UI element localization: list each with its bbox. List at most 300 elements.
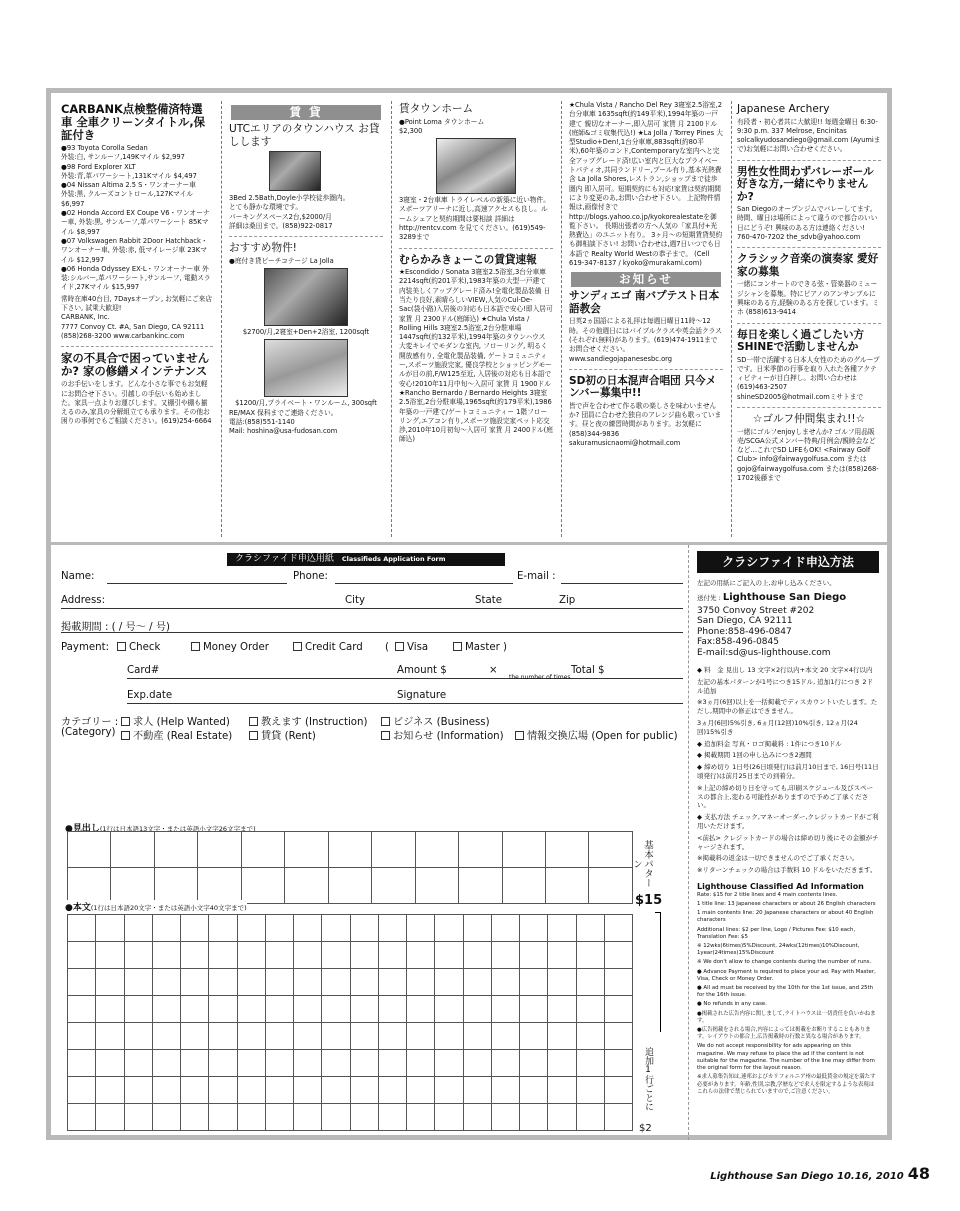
grid-cell[interactable] xyxy=(198,868,241,904)
body-note: (1行は日本語20文字・または英語小文字40文字まで) xyxy=(90,904,247,912)
grid-cell[interactable] xyxy=(265,1050,293,1077)
grid-cell[interactable] xyxy=(68,868,111,904)
townhouse-photo xyxy=(269,151,321,191)
grid-cell[interactable] xyxy=(491,969,519,996)
grid-cell[interactable] xyxy=(152,915,180,942)
grid-cell[interactable] xyxy=(322,996,350,1023)
utc-text-line: パーキングスペース2台,$2000/月 xyxy=(229,212,332,221)
grid-cell[interactable] xyxy=(294,942,322,969)
grid-cell[interactable] xyxy=(415,868,458,904)
grid-cell[interactable] xyxy=(322,1050,350,1077)
grid-cell[interactable] xyxy=(96,996,124,1023)
grid-cell[interactable] xyxy=(152,942,180,969)
grid-cell[interactable] xyxy=(491,996,519,1023)
master-option[interactable] xyxy=(453,642,507,653)
grid-cell[interactable] xyxy=(491,942,519,969)
grid-cell[interactable] xyxy=(181,996,209,1023)
repair-text: のお手伝いをします。どんな小さな事でもお気軽にお問合せ下さい。引越しの手伝いも始めました。家具一点よりお運びします。又棚引や棚も揃えるのみ,家具の分解組立ても承ります。その他お困りの事何でもご相談ください。(619)254-6664 xyxy=(61,380,212,426)
grid-cell[interactable] xyxy=(502,868,545,904)
divider xyxy=(569,369,723,370)
grid-cell[interactable] xyxy=(407,915,435,942)
car-item: ●93 Toyota Corolla Sedan xyxy=(61,144,148,152)
murakami-heading: むらかみきょーこの賃貸速報 xyxy=(399,253,537,266)
category-checkbox[interactable] xyxy=(121,717,130,726)
grid-cell[interactable] xyxy=(265,942,293,969)
grid-cell[interactable] xyxy=(576,996,604,1023)
category-label-text: 情報交換広場 (Open for public) xyxy=(527,731,678,742)
grid-cell[interactable] xyxy=(604,915,632,942)
grid-cell[interactable] xyxy=(209,1050,237,1077)
grid-cell[interactable] xyxy=(548,1104,576,1131)
visa-option[interactable] xyxy=(395,642,428,653)
check-checkbox[interactable] xyxy=(117,642,126,651)
car-item: ●07 Volkswagen Rabbit 2Door Hatchback・ワンオーナー車, 外装:赤, 低マイレージ車 23Kマイル $12,997 xyxy=(61,236,208,264)
rule-line: ◆ 締め切り 1日号(26日頃発行)は前月10日まで, 16日号(11日頃発行)は前月25日までの到着分。 xyxy=(697,763,879,781)
grid-cell[interactable] xyxy=(548,1077,576,1104)
category-checkbox[interactable] xyxy=(249,717,258,726)
grid-cell[interactable] xyxy=(96,1077,124,1104)
form-title-en: Classifieds Application Form xyxy=(341,555,446,563)
grid-cell[interactable] xyxy=(124,1023,152,1050)
grid-cell[interactable] xyxy=(576,1050,604,1077)
grid-cell[interactable] xyxy=(154,832,197,868)
grid-cell[interactable] xyxy=(152,1023,180,1050)
grid-cell[interactable] xyxy=(604,942,632,969)
grid-cell[interactable] xyxy=(322,1104,350,1131)
column-5 xyxy=(733,99,885,536)
grid-cell[interactable] xyxy=(378,1050,406,1077)
headline-title: ●見出し xyxy=(65,824,100,834)
category-en-label: (Category) xyxy=(61,727,116,738)
payment-label: Payment: xyxy=(61,642,110,653)
grid-cell[interactable] xyxy=(463,969,491,996)
grid-cell[interactable] xyxy=(241,832,284,868)
grid-cell[interactable] xyxy=(459,868,502,904)
grid-cell[interactable] xyxy=(407,969,435,996)
grid-cell[interactable] xyxy=(96,1050,124,1077)
grid-cell[interactable] xyxy=(520,1023,548,1050)
grid-cell[interactable] xyxy=(378,1077,406,1104)
grid-cell[interactable] xyxy=(407,1050,435,1077)
master-checkbox[interactable] xyxy=(453,642,462,651)
grid-cell[interactable] xyxy=(604,1104,632,1131)
grid-cell[interactable] xyxy=(209,1023,237,1050)
grid-cell[interactable] xyxy=(237,996,265,1023)
name-field[interactable] xyxy=(107,583,287,584)
divider xyxy=(737,323,881,324)
church-text: 日英2ヵ国語による礼拝は毎週日曜日11時〜12時。その他週日にはバイブルクラスや英会話クラス(それぞれ無料)があります。(619)474-1911までお問合せください。www.sandiegojapanesesbc.org xyxy=(569,317,722,363)
address-line: E-mail:sd@us-lighthouse.com xyxy=(697,647,831,658)
grid-cell[interactable] xyxy=(372,868,415,904)
grid-cell[interactable] xyxy=(124,1077,152,1104)
grid-cell[interactable] xyxy=(322,1077,350,1104)
period-label: 掲載期間 : ( / 号〜 / 号) xyxy=(61,622,170,633)
divider xyxy=(399,248,553,249)
paren-open: ( xyxy=(385,642,389,653)
category-information[interactable] xyxy=(381,727,504,742)
grid-cell[interactable] xyxy=(124,942,152,969)
address-field[interactable] xyxy=(61,608,683,609)
grid-cell[interactable] xyxy=(463,1023,491,1050)
murakami-text: ★Escondido / Sonata 3寝室2.5浴室,3台分車庫 2214sqft(約201平米),1983年築の大型一戸建て 内装美しくアップグレード済み!全電化製品装備 日当たり良好,素晴らしいVIEW,人気のCul-De-Sac(袋小路)入居後の対応も日本語で安心!即入居可 家賃 月 2300ドル(庭師込) ★Chula Vista / Rolling Hills 3寝室2.5浴室,2台分駐車場 1447sqft(約132平米),1994年築のタウンハウス 大変キレイでモダンな室内, フローリング, 明るく開放感有り, 全電化製品装備, ゲートコミュニティー,スポーツ施設完家, 優良学校とショッピングモールが目の前,F/W125至近, 入居後の対応も日本語で安心!2010年11月中旬〜入居可 家賃 月 1900ドル ★Rancho Bernardo / Bernardo Heights 3寝室2.5浴室,2台分駐車場,1965sqft(約179平米),1986年築の一戸建て/ゲートコミュニティー 1階フローリング,エアコン有り,スポーツ施設完家ペット応交渉,2010年10月初旬〜入居可 家賃 月 2400ドル(庭師込) xyxy=(399,268,553,444)
grid-cell[interactable] xyxy=(378,915,406,942)
grid-cell[interactable] xyxy=(491,1023,519,1050)
grid-cell[interactable] xyxy=(604,1023,632,1050)
grid-cell[interactable] xyxy=(491,1050,519,1077)
grid-cell[interactable] xyxy=(237,1023,265,1050)
amount-label: Amount $ xyxy=(397,665,447,676)
grid-cell[interactable] xyxy=(328,832,371,868)
grid-cell[interactable] xyxy=(350,942,378,969)
grid-cell[interactable] xyxy=(548,996,576,1023)
grid-cell[interactable] xyxy=(294,969,322,996)
grid-cell[interactable] xyxy=(181,1077,209,1104)
column-4 xyxy=(565,99,727,536)
grid-cell[interactable] xyxy=(237,1077,265,1104)
divider xyxy=(229,236,383,237)
grid-cell[interactable] xyxy=(285,868,328,904)
grid-cell[interactable] xyxy=(68,1104,96,1131)
phone-field[interactable] xyxy=(335,583,513,584)
grid-cell[interactable] xyxy=(294,1077,322,1104)
divider xyxy=(737,160,881,161)
grid-cell[interactable] xyxy=(520,1050,548,1077)
archery-text: 有段者・初心者共に大歓迎!! 毎週金曜日 6:30-9:30 p.m. 337 Melrose, Encinitas solcalkyudosandiego@gmail.com (Ayumiまで)お気軽にお問い合わせください。 xyxy=(737,117,881,154)
grid-cell[interactable] xyxy=(520,942,548,969)
rule-line: ※掲載料の返金は一切できませんのでご了承ください。 xyxy=(697,854,859,863)
body-label xyxy=(65,900,247,913)
grid-row xyxy=(68,1023,633,1050)
grid-cell[interactable] xyxy=(589,868,633,904)
grid-cell[interactable] xyxy=(209,1104,237,1131)
grid-cell[interactable] xyxy=(124,969,152,996)
send-label: 送付先 : xyxy=(697,593,721,602)
grid-cell[interactable] xyxy=(545,832,588,868)
grid-cell[interactable] xyxy=(576,1023,604,1050)
pointloma-line: $2,300 xyxy=(399,126,423,135)
grid-cell[interactable] xyxy=(68,1023,96,1050)
category-label-text: 不動産 (Real Estate) xyxy=(133,731,233,742)
page-footer xyxy=(710,1164,930,1183)
townhome-photo xyxy=(436,138,516,194)
category-real-estate[interactable] xyxy=(121,727,232,742)
grid-cell[interactable] xyxy=(68,969,96,996)
choir-text: 皆で声を合わせて作る歌の楽しさを味わいませんか? 団員に合わせた独自のアレンジ曲も歌っています。昼と夜の練習時間があります。お気軽に (858)344-9836 sakuramusicnaomi@hotmail.com xyxy=(569,401,722,448)
card-field[interactable] xyxy=(127,678,683,679)
grid-cell[interactable] xyxy=(459,832,502,868)
grid-cell[interactable] xyxy=(350,969,378,996)
category-checkbox[interactable] xyxy=(381,717,390,726)
address-line: Phone:858-496-0847 xyxy=(697,626,792,637)
grid-cell[interactable] xyxy=(328,868,371,904)
category-business[interactable] xyxy=(381,713,490,728)
grid-cell[interactable] xyxy=(241,868,284,904)
grid-cell[interactable] xyxy=(237,1050,265,1077)
grid-cell[interactable] xyxy=(209,915,237,942)
grid-cell[interactable] xyxy=(322,942,350,969)
en-info-line: ●掲載された広告内容に関しまして,ライトハウスは一切責任を負いかねます。 xyxy=(697,1010,876,1024)
grid-cell[interactable] xyxy=(463,1050,491,1077)
body-grid[interactable] xyxy=(67,914,633,1131)
grid-cell[interactable] xyxy=(576,1077,604,1104)
en-info-line: Rate: $15 for 2 title lines and 4 main contents lines. xyxy=(697,891,838,898)
car-item: ●04 Nissan Altima 2.5 S・ワンオーナー車 xyxy=(61,181,196,190)
total-label: Total $ xyxy=(571,665,605,676)
grid-cell[interactable] xyxy=(520,996,548,1023)
category-help-wanted[interactable] xyxy=(121,713,230,728)
zip-label: Zip xyxy=(559,595,576,606)
credit-card-option[interactable] xyxy=(293,642,363,653)
category-checkbox[interactable] xyxy=(121,731,130,740)
category-checkbox[interactable] xyxy=(381,731,390,740)
grid-cell[interactable] xyxy=(435,942,463,969)
grid-cell[interactable] xyxy=(111,832,154,868)
grid-cell[interactable] xyxy=(407,942,435,969)
grid-cell[interactable] xyxy=(435,996,463,1023)
visa-label: Visa xyxy=(407,642,429,653)
credit-card-checkbox[interactable] xyxy=(293,642,302,651)
grid-row xyxy=(68,1077,633,1104)
grid-cell[interactable] xyxy=(350,1023,378,1050)
period-field[interactable] xyxy=(61,632,683,633)
headline-grid[interactable] xyxy=(67,831,633,904)
grid-cell[interactable] xyxy=(152,1104,180,1131)
townhome-heading: 賃タウンホーム xyxy=(399,103,474,115)
category-open[interactable] xyxy=(515,727,678,742)
visa-checkbox[interactable] xyxy=(395,642,404,651)
grid-cell[interactable] xyxy=(181,942,209,969)
grid-cell[interactable] xyxy=(415,832,458,868)
money-order-option[interactable] xyxy=(191,642,269,653)
grid-cell[interactable] xyxy=(576,942,604,969)
grid-cell[interactable] xyxy=(350,996,378,1023)
grid-cell[interactable] xyxy=(181,1050,209,1077)
grid-cell[interactable] xyxy=(96,942,124,969)
utc-heading: UTCエリアのタウンハウス お貸しします xyxy=(229,123,380,148)
grid-cell[interactable] xyxy=(237,942,265,969)
grid-cell[interactable] xyxy=(111,868,154,904)
category-rent[interactable] xyxy=(249,727,316,742)
grid-cell[interactable] xyxy=(463,1077,491,1104)
grid-cell[interactable] xyxy=(435,1050,463,1077)
grid-cell[interactable] xyxy=(407,996,435,1023)
base-pattern-label: 基本パターン xyxy=(631,840,653,888)
name-label: Name: xyxy=(61,571,95,582)
grid-cell[interactable] xyxy=(463,996,491,1023)
grid-cell[interactable] xyxy=(265,1023,293,1050)
grid-cell[interactable] xyxy=(237,1104,265,1131)
grid-cell[interactable] xyxy=(181,1023,209,1050)
grid-cell[interactable] xyxy=(68,1077,96,1104)
form-title-bar xyxy=(227,553,505,566)
grid-cell[interactable] xyxy=(520,969,548,996)
grid-cell[interactable] xyxy=(124,915,152,942)
grid-cell[interactable] xyxy=(463,1104,491,1131)
grid-cell[interactable] xyxy=(152,996,180,1023)
grid-cell[interactable] xyxy=(548,915,576,942)
grid-cell[interactable] xyxy=(237,969,265,996)
rent-bar: 賃 貸 xyxy=(231,105,381,120)
card-label: Card# xyxy=(127,665,160,676)
grid-cell[interactable] xyxy=(502,832,545,868)
grid-cell[interactable] xyxy=(463,915,491,942)
grid-cell[interactable] xyxy=(350,1077,378,1104)
grid-cell[interactable] xyxy=(589,832,633,868)
grid-cell[interactable] xyxy=(604,1077,632,1104)
check-option[interactable] xyxy=(117,642,160,653)
expdate-signature-field[interactable] xyxy=(127,703,683,704)
grid-cell[interactable] xyxy=(463,942,491,969)
grid-cell[interactable] xyxy=(372,832,415,868)
grid-cell[interactable] xyxy=(322,969,350,996)
grid-cell[interactable] xyxy=(181,915,209,942)
page-number: 48 xyxy=(907,1164,930,1183)
grid-cell[interactable] xyxy=(576,969,604,996)
grid-cell[interactable] xyxy=(124,996,152,1023)
grid-cell[interactable] xyxy=(604,969,632,996)
volleyball-heading: 男性女性問わずバレーボール好きな方,一緒にやりませんか? xyxy=(737,165,874,203)
grid-cell[interactable] xyxy=(407,1023,435,1050)
grid-cell[interactable] xyxy=(68,996,96,1023)
grid-cell[interactable] xyxy=(378,969,406,996)
church-heading: サンディエゴ 南バプテスト日本語教会 xyxy=(569,290,720,315)
grid-cell[interactable] xyxy=(545,868,588,904)
column-1 xyxy=(57,99,217,536)
carbank-info xyxy=(61,295,213,341)
grid-cell[interactable] xyxy=(491,1077,519,1104)
golf-heading: ☆ゴルフ仲間集まれ!!☆ xyxy=(752,413,866,426)
grid-cell[interactable] xyxy=(576,915,604,942)
grid-cell[interactable] xyxy=(294,996,322,1023)
grid-cell[interactable] xyxy=(491,915,519,942)
grid-cell[interactable] xyxy=(548,1023,576,1050)
grid-cell[interactable] xyxy=(294,1104,322,1131)
grid-cell[interactable] xyxy=(407,1104,435,1131)
address-line: Fax:858-496-0845 xyxy=(697,637,779,648)
grid-cell[interactable] xyxy=(322,915,350,942)
grid-cell[interactable] xyxy=(520,1104,548,1131)
base-price: $15 xyxy=(635,893,663,908)
rule-line: ◆ 掲載期間 1回の申し込みにつき2週間 xyxy=(697,751,812,760)
grid-cell[interactable] xyxy=(265,1104,293,1131)
credit-card-label: Credit Card xyxy=(305,642,363,653)
grid-cell[interactable] xyxy=(265,1077,293,1104)
grid-cell[interactable] xyxy=(548,1050,576,1077)
grid-cell[interactable] xyxy=(209,1077,237,1104)
email-field[interactable] xyxy=(561,583,683,584)
grid-cell[interactable] xyxy=(435,1077,463,1104)
grid-cell[interactable] xyxy=(124,1050,152,1077)
en-info-line: ● All ad must be received by the 10th for the 1st issue, and 25th for the 16th issue. xyxy=(697,985,874,999)
grid-cell[interactable] xyxy=(520,915,548,942)
grid-cell[interactable] xyxy=(576,1104,604,1131)
master-label: Master ) xyxy=(465,642,508,653)
grid-cell[interactable] xyxy=(68,942,96,969)
grid-cell[interactable] xyxy=(181,969,209,996)
expdate-label: Exp.date xyxy=(127,690,173,701)
grid-cell[interactable] xyxy=(604,1050,632,1077)
additional-line-label: 追加1行ごとに xyxy=(643,1047,653,1111)
rule-line: ※リターンチェックの場合は手数料 10 ドルをいただきます。 xyxy=(697,866,877,875)
grid-cell[interactable] xyxy=(491,1104,519,1131)
grid-cell[interactable] xyxy=(378,1104,406,1131)
carbank-info-line: 7777 Convoy Ct. #A, San Diego, CA 92111 xyxy=(61,322,205,331)
category-instruction[interactable] xyxy=(249,713,367,728)
grid-cell[interactable] xyxy=(96,969,124,996)
rule-line: ◆ 追加料金 写真・ロゴ掲載料 : 1件につき10ドル xyxy=(697,739,842,748)
grid-cell[interactable] xyxy=(68,832,111,868)
grid-cell[interactable] xyxy=(548,942,576,969)
category-checkbox[interactable] xyxy=(515,731,524,740)
grid-cell[interactable] xyxy=(96,1023,124,1050)
grid-cell[interactable] xyxy=(378,1023,406,1050)
grid-cell[interactable] xyxy=(96,915,124,942)
grid-cell[interactable] xyxy=(378,996,406,1023)
category-checkbox[interactable] xyxy=(249,731,258,740)
grid-cell[interactable] xyxy=(265,915,293,942)
howto-panel xyxy=(688,545,887,1140)
grid-cell[interactable] xyxy=(68,1050,96,1077)
grid-cell[interactable] xyxy=(198,832,241,868)
shine-heading: 毎日を楽しく過ごしたい方 SHINEで活動しませんか xyxy=(737,328,865,354)
grid-cell[interactable] xyxy=(209,969,237,996)
grid-cell[interactable] xyxy=(96,1104,124,1131)
cottage-text: ●庭付き貸ビーチコテージ La Jolla xyxy=(229,256,334,265)
grid-cell[interactable] xyxy=(265,969,293,996)
car-item: 外装:黒, クルーズコントロール,127Kマイル $6,997 xyxy=(61,190,193,208)
grid-cell[interactable] xyxy=(378,942,406,969)
en-info-line: ●広告掲載をされる場合,内容によっては掲載をお断りすることもあります。レイアウトの都合上,広告掲載時の行数と異なる場合があります。 xyxy=(697,1027,871,1041)
grid-cell[interactable] xyxy=(294,1023,322,1050)
remax-line: RE/MAX 保科までご連絡ください。 xyxy=(229,408,338,417)
grid-cell[interactable] xyxy=(152,1077,180,1104)
rule-line: ◆ 料 金 見出し 13 文字×2行以内+本文 20 文字×4行以内 xyxy=(697,666,873,675)
grid-cell[interactable] xyxy=(237,915,265,942)
en-info-list xyxy=(697,892,879,1096)
grid-cell[interactable] xyxy=(520,1077,548,1104)
rule-line: ※3ヵ月(6回)以上を一括掲載でディスカウントいたします。ただし,期間中の修正はできません。 xyxy=(697,698,878,716)
grid-cell[interactable] xyxy=(154,868,197,904)
grid-cell[interactable] xyxy=(407,1077,435,1104)
grid-cell[interactable] xyxy=(350,1050,378,1077)
en-info-title: Lighthouse Classified Ad Information xyxy=(697,882,864,892)
car-list xyxy=(61,144,213,293)
classifieds-frame xyxy=(46,88,892,1140)
money-order-checkbox[interactable] xyxy=(191,642,200,651)
grid-cell[interactable] xyxy=(209,996,237,1023)
grid-cell[interactable] xyxy=(68,915,96,942)
grid-cell[interactable] xyxy=(294,1050,322,1077)
grid-cell[interactable] xyxy=(285,832,328,868)
grid-cell[interactable] xyxy=(435,1104,463,1131)
grid-cell[interactable] xyxy=(435,915,463,942)
grid-cell[interactable] xyxy=(350,915,378,942)
grid-cell[interactable] xyxy=(435,1023,463,1050)
grid-cell[interactable] xyxy=(265,996,293,1023)
grid-cell[interactable] xyxy=(124,1104,152,1131)
rule-line: 3ヵ月(6回)5%引き, 6ヵ月(12回)10%引き, 12ヵ月(24回)15%引き xyxy=(697,719,858,736)
grid-cell[interactable] xyxy=(209,942,237,969)
grid-cell[interactable] xyxy=(294,915,322,942)
grid-cell[interactable] xyxy=(322,1023,350,1050)
grid-cell[interactable] xyxy=(181,1104,209,1131)
grid-cell[interactable] xyxy=(548,969,576,996)
grid-cell[interactable] xyxy=(350,1104,378,1131)
grid-cell[interactable] xyxy=(435,969,463,996)
grid-cell[interactable] xyxy=(152,969,180,996)
grid-cell[interactable] xyxy=(152,1050,180,1077)
grid-cell[interactable] xyxy=(604,996,632,1023)
